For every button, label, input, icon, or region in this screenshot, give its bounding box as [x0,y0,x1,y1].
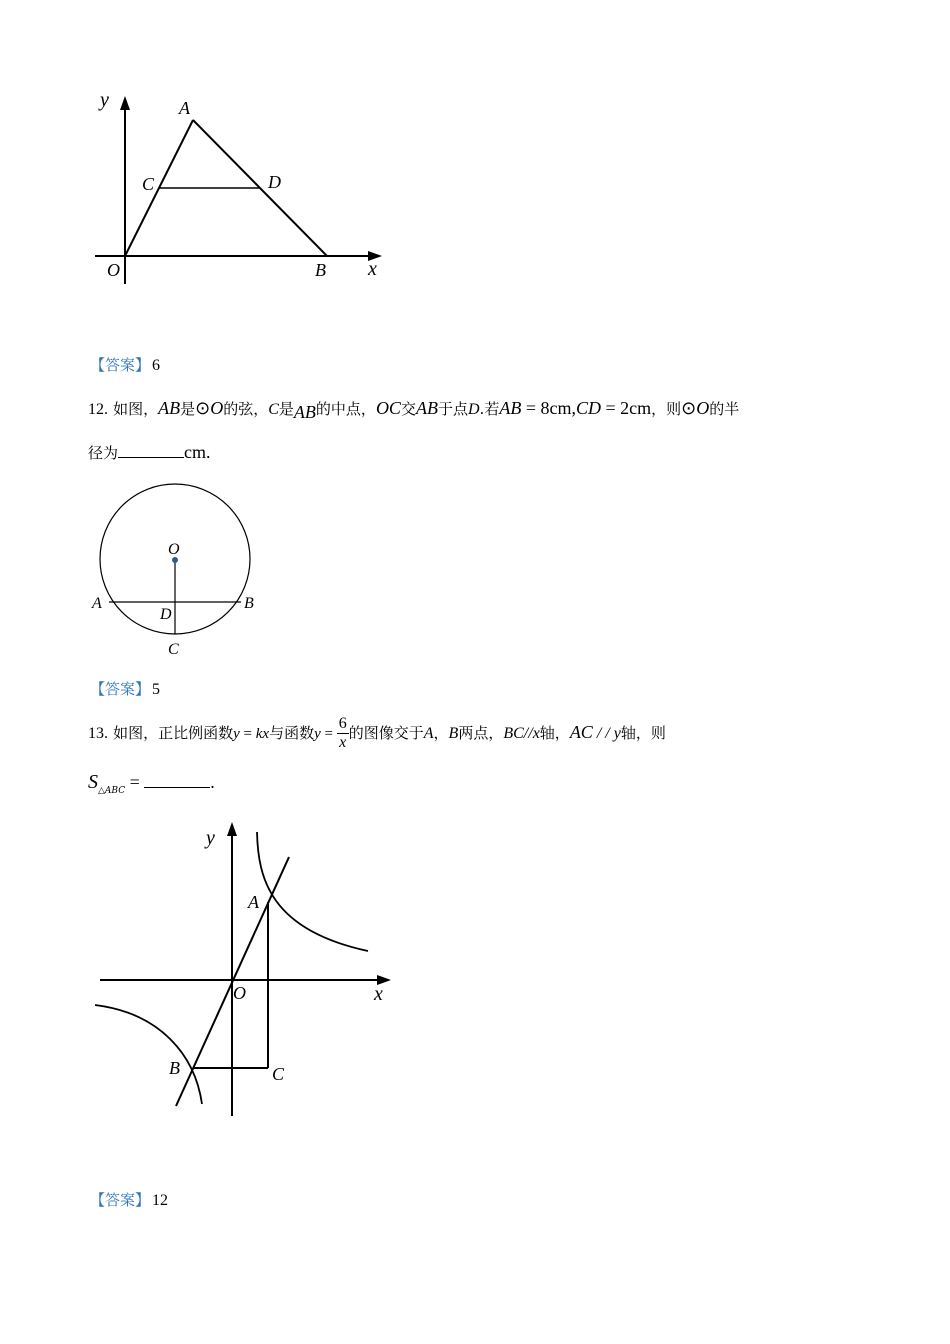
unit: cm [184,442,207,462]
text: 轴，则 [620,724,666,742]
math-x: x [532,725,540,742]
text: 轴， [539,724,570,742]
label-A: A [179,98,190,118]
text: 是 [278,400,294,418]
answer-13 [90,1188,168,1213]
math-O: O [210,398,224,418]
math-S: S [88,771,98,793]
label-A: A [92,595,102,612]
label-C: C [142,174,155,194]
figure-11-triangle [90,88,390,288]
label-C: C [272,1064,285,1084]
answer-label: 【答案】 [90,356,151,374]
label-O: O [107,260,120,280]
math-D: D [467,401,480,418]
math-AB: AB [158,398,181,418]
math-eq: = [125,772,145,792]
question-13-line-1 [88,710,666,754]
label-B: B [244,595,254,612]
parallel-symbol: // [523,725,533,742]
text: 的半 [709,400,740,418]
question-number: 12. [88,401,108,418]
question-13-line-2 [88,770,215,798]
text: 如图，正比例函数 [113,724,234,742]
question-12-line-1 [88,396,739,422]
arc-AB [294,400,316,425]
question-12-line-2 [88,440,211,465]
figure-13-graph [90,818,400,1123]
text: ， [433,724,449,742]
math-y: y [613,725,621,742]
math-eq: = 8cm, [521,398,576,418]
math-AC: AC [569,722,593,742]
answer-blank [144,773,210,788]
parallel-symbol: / / [592,725,614,742]
math-arc-AB: AB [293,402,316,422]
text: 如图， [113,400,159,418]
hyperbola-branch-3 [95,1005,202,1104]
math-eq: = [239,726,256,742]
label-x: x [374,983,383,1005]
label-D: D [160,606,172,623]
period: . [206,442,211,462]
text: 与函数 [269,724,315,742]
circle-dot-symbol: ⊙ [681,398,697,418]
answer-value: 6 [152,357,161,374]
text: 是 [180,400,196,418]
math-O: O [696,398,710,418]
y-axis-arrow [227,822,237,836]
text: 的弦， [223,400,269,418]
label-y: y [206,827,215,849]
text: 的图像交于 [348,724,424,742]
fraction-denominator: x [339,734,347,751]
math-AB: AB [499,398,522,418]
math-eq: = 2cm [601,398,652,418]
answer-12 [90,677,160,702]
answer-11 [90,353,160,378]
text: 两点， [458,724,504,742]
figure-12-circle [88,482,268,662]
label-C: C [168,641,179,658]
text: 于点 [437,400,468,418]
label-O: O [233,983,246,1003]
text: 交 [400,400,416,418]
math-BC: BC [503,725,524,742]
math-AB: AB [415,398,438,418]
fraction-numerator: 6 [338,715,347,732]
answer-label: 【答案】 [90,680,151,698]
math-eq: = [320,726,337,742]
math-A: A [423,725,434,742]
math-subscript: △ABC [98,786,126,796]
circle-dot-symbol: ⊙ [195,398,211,418]
label-B: B [315,260,326,280]
answer-value: 12 [152,1192,169,1209]
text: .若 [479,400,500,418]
label-B: B [169,1058,180,1078]
label-y: y [100,89,109,111]
label-x: x [368,258,377,280]
period: . [210,772,215,792]
question-number: 13. [88,725,108,742]
math-kx: kx [255,726,270,742]
math-C: C [268,401,279,418]
y-axis-arrow [120,96,130,110]
answer-blank [118,443,184,458]
text: 的中点， [315,400,376,418]
label-D: D [268,172,281,192]
math-OC: OC [375,398,401,418]
answer-label: 【答案】 [90,1191,151,1209]
math-B: B [448,725,459,742]
label-O: O [168,541,180,558]
text: 径为 [88,444,119,462]
math-CD: CD [575,398,601,418]
label-A: A [248,892,259,912]
fraction-6-over-x [337,715,349,752]
math-y: y [314,726,321,742]
answer-value: 5 [152,681,161,698]
text: ，则 [651,400,682,418]
math-y: y [233,726,240,742]
